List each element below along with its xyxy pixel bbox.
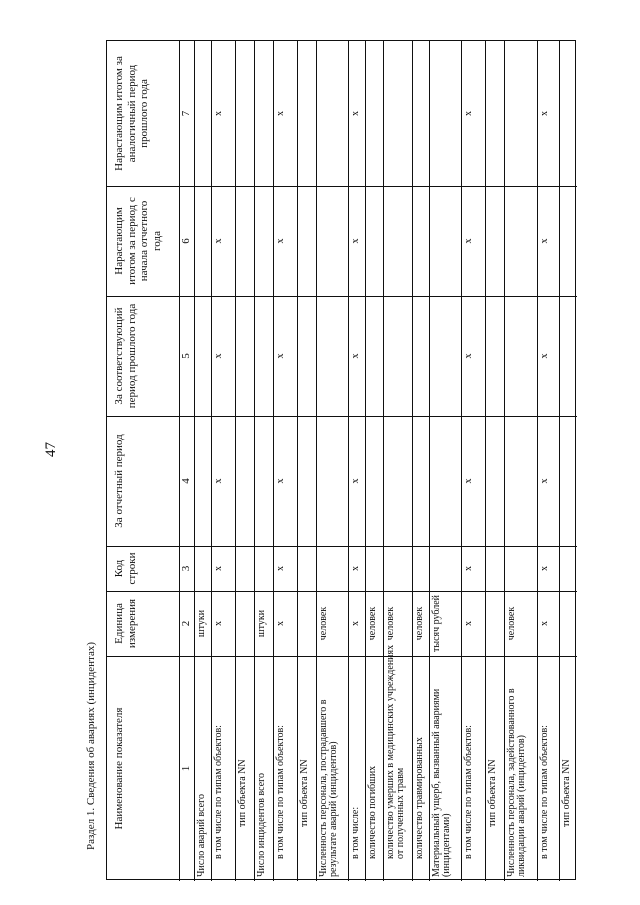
table-cell: х [350, 111, 361, 116]
table-cell [504, 186, 537, 296]
column-number: 1 [180, 765, 192, 772]
table-cell: х [275, 621, 286, 626]
table-cell [504, 416, 537, 546]
table-cell [297, 41, 316, 186]
table-cell [559, 546, 577, 591]
table-cell [254, 416, 273, 546]
table-cell [297, 546, 316, 591]
table-cell [504, 41, 537, 186]
table-cell: штуки [196, 609, 207, 638]
table-cell [254, 186, 273, 296]
table-cell [235, 416, 254, 546]
row-label: Материальный ущерб, вызванный авариями (инцидентами) [431, 688, 452, 877]
row-label: Численность персонала, задействованного в ликвидации аварий (инцидентов) [506, 688, 527, 877]
table-cell: х [275, 566, 286, 571]
table-cell [365, 296, 383, 416]
row-label: в том числе по типам объектов: [213, 725, 224, 859]
row-label: тип объекта NN [487, 759, 498, 827]
table-cell [297, 591, 316, 656]
row-label: тип объекта NN [561, 759, 572, 827]
table-cell [504, 546, 537, 591]
table-cell [365, 416, 383, 546]
table-cell: человек [318, 606, 329, 641]
column-header: Код строки [113, 552, 138, 585]
table-cell: человек [385, 606, 396, 641]
table-cell [297, 296, 316, 416]
table-cell [254, 41, 273, 186]
table-cell: х [539, 111, 550, 116]
row-label: Число аварий всего [196, 794, 207, 877]
row-label: количество погибших [367, 765, 378, 859]
row-label: тип объекта NN [299, 759, 310, 827]
table-cell [235, 186, 254, 296]
column-header: Единица измерения [113, 598, 138, 649]
table-cell [316, 416, 348, 546]
table-cell: х [350, 566, 361, 571]
table-cell [365, 186, 383, 296]
table-cell: х [463, 353, 474, 359]
row-label: в том числе по типам объектов: [463, 725, 474, 859]
table-cell [429, 546, 461, 591]
table-cell [485, 591, 504, 656]
table-cell: х [539, 478, 550, 484]
table-cell [412, 296, 429, 416]
table-cell: х [350, 621, 361, 626]
row-label: Число инцидентов всего [256, 772, 267, 877]
table-cell: человек [414, 606, 425, 641]
table-cell [297, 186, 316, 296]
table-cell [412, 416, 429, 546]
table-cell: х [539, 238, 550, 244]
row-label: тип объекта NN [237, 759, 248, 827]
table-cell [235, 591, 254, 656]
table-cell: х [463, 238, 474, 244]
table-cell: х [463, 621, 474, 626]
table-cell [235, 296, 254, 416]
table-cell: х [275, 353, 286, 359]
table-cell [254, 546, 273, 591]
table-cell [235, 546, 254, 591]
table-cell [194, 186, 211, 296]
table-cell [504, 296, 537, 416]
table-cell [559, 186, 577, 296]
table-cell: х [275, 238, 286, 244]
column-number: 6 [180, 238, 192, 244]
row-label: количество травмированных [414, 737, 425, 859]
table-cell: тысяч рублей [431, 594, 442, 652]
table-cell [316, 296, 348, 416]
table-cell [235, 41, 254, 186]
table-cell [485, 296, 504, 416]
table-cell [254, 296, 273, 416]
table-cell: человек [506, 606, 517, 641]
table-cell: х [275, 478, 286, 484]
table-cell: х [463, 478, 474, 484]
row-label: Численность персонала, пострадавшего в результате аварий (инцидентов) [318, 699, 339, 877]
table-cell [429, 296, 461, 416]
column-number: 4 [180, 478, 192, 484]
table-cell [194, 41, 211, 186]
table-cell: х [213, 353, 224, 359]
column-number: 3 [180, 565, 192, 572]
table-cell [194, 416, 211, 546]
table-cell [559, 41, 577, 186]
table-cell: х [463, 566, 474, 571]
column-header: За соответствующий период прошлого года [113, 303, 138, 409]
table-cell [559, 591, 577, 656]
table-cell [412, 41, 429, 186]
table-cell: х [539, 621, 550, 626]
table-cell [383, 546, 412, 591]
table-cell: х [213, 621, 224, 626]
table-cell: х [213, 111, 224, 116]
column-header: Нарастающим итогом за период с начала отчетного года [113, 197, 163, 285]
table-cell [316, 546, 348, 591]
table-cell: х [350, 478, 361, 484]
section-title: Раздел 1. Сведения об авариях (инцидентах) [85, 641, 97, 850]
column-header: Нарастающим итогом за аналогичный период прошлого года [113, 56, 151, 171]
page-number: 47 [43, 442, 59, 457]
table-cell [485, 416, 504, 546]
table-cell [297, 416, 316, 546]
table-cell [365, 546, 383, 591]
table-cell: х [213, 566, 224, 571]
table-cell [365, 41, 383, 186]
row-label: в том числе: [350, 806, 361, 859]
column-number: 5 [180, 353, 192, 359]
incidents-table [106, 40, 576, 880]
table-cell [383, 296, 412, 416]
table-cell: х [463, 111, 474, 116]
table-cell: х [350, 353, 361, 359]
table-cell: х [539, 566, 550, 571]
column-header: За отчетный период [113, 434, 125, 528]
table-cell [559, 416, 577, 546]
table-cell [383, 41, 412, 186]
table-cell: х [213, 238, 224, 244]
table-cell [485, 546, 504, 591]
table-cell [429, 41, 461, 186]
column-header: Наименование показателя [113, 707, 125, 830]
table-cell: х [275, 111, 286, 116]
table-cell: х [213, 478, 224, 484]
table-cell [429, 416, 461, 546]
column-number: 7 [180, 110, 192, 117]
table-cell: штуки [256, 609, 267, 638]
table-cell [429, 186, 461, 296]
row-label: количество умерших в медицинских учреждениях от полученных травм [385, 644, 406, 859]
table-cell [485, 41, 504, 186]
row-label: в том числе по типам объектов: [539, 725, 550, 859]
row-label: в том числе по типам объектов: [275, 725, 286, 859]
table-cell [559, 296, 577, 416]
table-cell [383, 186, 412, 296]
column-number: 2 [180, 620, 192, 627]
table-cell: х [350, 238, 361, 244]
table-cell: человек [367, 606, 378, 641]
table-cell [194, 296, 211, 416]
table-cell [383, 416, 412, 546]
table-cell [412, 546, 429, 591]
table-cell [412, 186, 429, 296]
table-cell [316, 41, 348, 186]
table-cell [485, 186, 504, 296]
table-cell [316, 186, 348, 296]
table-cell: х [539, 353, 550, 359]
table-cell [194, 546, 211, 591]
